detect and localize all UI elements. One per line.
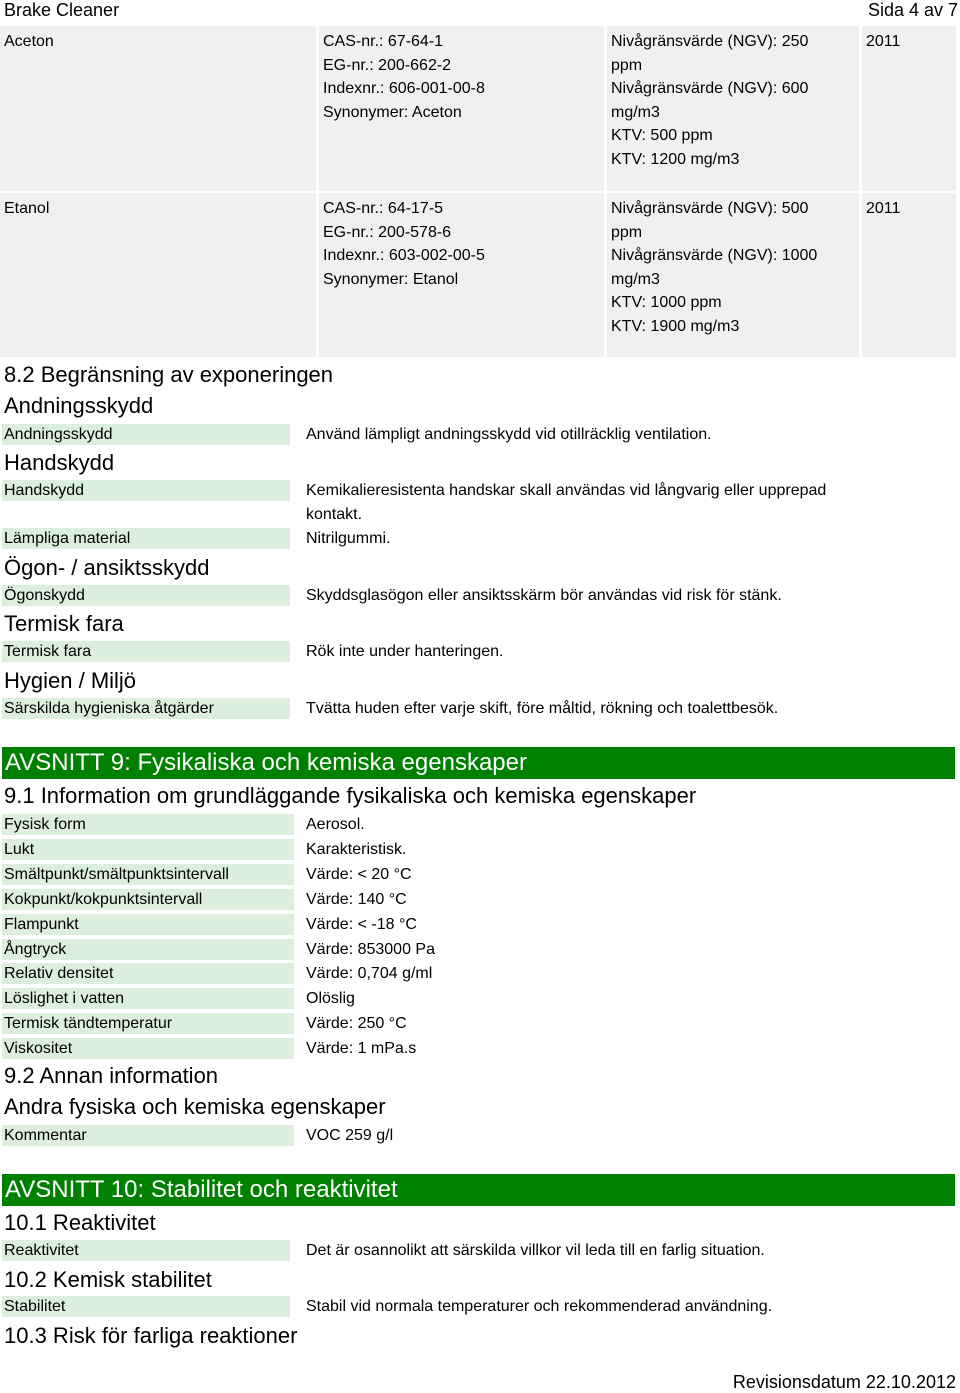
- thermal-heading: Termisk fara: [4, 611, 124, 636]
- property-value: Värde: 250 °C: [306, 1015, 407, 1032]
- limit-line: Nivågränsvärde (NGV): 600: [611, 80, 809, 97]
- property-label: Termisk tändtemperatur: [2, 1013, 294, 1034]
- comment-label: Kommentar: [2, 1125, 294, 1146]
- component-ids-cell: [319, 193, 604, 357]
- property-value: Värde: < 20 °C: [306, 866, 412, 883]
- section-10-2-title: 10.2 Kemisk stabilitet: [4, 1267, 212, 1292]
- section-9-1-title: 9.1 Information om grundläggande fysikaliska och kemiska egenskaper: [4, 783, 697, 808]
- hygiene-heading: Hygien / Miljö: [4, 668, 137, 693]
- property-label: Lukt: [2, 839, 294, 860]
- section-9-2-title: 9.2 Annan information: [4, 1063, 219, 1088]
- property-value: Värde: 853000 Pa: [306, 941, 435, 958]
- index-number: Indexnr.: 606-001-00-8: [323, 80, 485, 97]
- eg-number: EG-nr.: 200-662-2: [323, 56, 452, 74]
- hand-value-line-2: kontakt.: [306, 506, 363, 523]
- cas-number: CAS-nr.: 64-17-5: [323, 200, 444, 217]
- synonyms: Synonymer: Aceton: [323, 103, 462, 121]
- other-properties-heading: Andra fysiska och kemiska egenskaper: [4, 1094, 386, 1119]
- material-value: Nitrilgummi.: [306, 530, 391, 547]
- stability-value: Stabil vid normala temperaturer och rekommenderad användning.: [306, 1298, 773, 1315]
- property-label: Smältpunkt/smältpunktsintervall: [2, 864, 294, 885]
- property-value: Aerosol.: [306, 816, 365, 833]
- limit-line: mg/m3: [611, 270, 660, 288]
- component-year-cell: [862, 26, 956, 191]
- hygiene-label: Särskilda hygieniska åtgärder: [2, 698, 290, 719]
- eg-number: EG-nr.: 200-578-6: [323, 223, 452, 241]
- thermal-value: Rök inte under hanteringen.: [306, 643, 504, 660]
- comment-value: VOC 259 g/l: [306, 1127, 394, 1144]
- hand-label: Handskydd: [2, 480, 290, 501]
- property-value: Värde: 140 °C: [306, 891, 407, 908]
- page-number: Sida 4 av 7: [867, 0, 958, 20]
- thermal-label: Termisk fara: [2, 641, 290, 662]
- limit-line: Nivågränsvärde (NGV): 500: [611, 200, 809, 217]
- synonyms: Synonymer: Etanol: [323, 270, 459, 288]
- index-number: Indexnr.: 603-002-00-5: [323, 247, 485, 264]
- component-name-cell: [0, 26, 316, 191]
- limit-line: mg/m3: [611, 103, 660, 121]
- property-label: Fysisk form: [2, 814, 294, 835]
- section-10-bar: AVSNITT 10: Stabilitet och reaktivitet: [2, 1174, 955, 1206]
- reactivity-label: Reaktivitet: [2, 1240, 290, 1261]
- hand-heading: Handskydd: [4, 450, 115, 475]
- eye-label: Ögonskydd: [2, 585, 290, 606]
- property-value: Karakteristisk.: [306, 841, 407, 858]
- reactivity-value: Det är osannolikt att särskilda villkor vil leda till en farlig situation.: [306, 1242, 765, 1259]
- respiratory-heading: Andningsskydd: [4, 393, 154, 418]
- limit-line: KTV: 500 ppm: [611, 127, 713, 144]
- section-10-3-title: 10.3 Risk för farliga reaktioner: [4, 1323, 298, 1348]
- section-8-2-title: 8.2 Begränsning av exponeringen: [4, 362, 334, 387]
- product-name: Brake Cleaner: [4, 0, 120, 20]
- component-limits-cell: [607, 26, 859, 191]
- property-label: Relativ densitet: [2, 963, 294, 984]
- component-name-cell: [0, 193, 316, 357]
- hygiene-value: Tvätta huden efter varje skift, före måltid, rökning och toalettbesök.: [306, 700, 779, 717]
- property-label: Kokpunkt/kokpunktsintervall: [2, 889, 294, 910]
- component-name: Etanol: [4, 200, 50, 217]
- hand-value-line-1: Kemikalieresistenta handskar skall användas vid långvarig eller upprepad: [306, 482, 827, 499]
- property-value: Värde: 0,704 g/ml: [306, 965, 433, 982]
- limit-line: Nivågränsvärde (NGV): 250: [611, 33, 809, 50]
- component-name: Aceton: [4, 33, 54, 50]
- property-label: Ångtryck: [2, 939, 294, 960]
- limit-line: KTV: 1200 mg/m3: [611, 150, 740, 168]
- section-10-1-title: 10.1 Reaktivitet: [4, 1210, 156, 1235]
- property-value: Värde: 1 mPa.s: [306, 1040, 417, 1057]
- limit-line: KTV: 1000 ppm: [611, 294, 722, 311]
- cas-number: CAS-nr.: 67-64-1: [323, 33, 444, 50]
- property-value: Olöslig: [306, 990, 355, 1007]
- limit-year: 2011: [866, 200, 901, 217]
- limit-line: KTV: 1900 mg/m3: [611, 317, 740, 335]
- property-label: Viskositet: [2, 1038, 294, 1059]
- component-limits-cell: [607, 193, 859, 357]
- property-label: Löslighet i vatten: [2, 988, 294, 1009]
- respiratory-value: Använd lämpligt andningsskydd vid otillräcklig ventilation.: [306, 426, 712, 443]
- material-label: Lämpliga material: [2, 528, 290, 549]
- component-year-cell: [862, 193, 956, 357]
- respiratory-label: Andningsskydd: [2, 424, 290, 445]
- eye-heading: Ögon- / ansiktsskydd: [4, 555, 210, 580]
- stability-label: Stabilitet: [2, 1296, 290, 1317]
- limit-line: ppm: [611, 56, 643, 74]
- limit-line: ppm: [611, 223, 643, 241]
- eye-value: Skyddsglasögon eller ansiktsskärm bör användas vid risk för stänk.: [306, 587, 782, 604]
- property-value: Värde: < -18 °C: [306, 916, 417, 933]
- revision-date: Revisionsdatum 22.10.2012: [732, 1372, 956, 1392]
- limit-line: Nivågränsvärde (NGV): 1000: [611, 247, 818, 264]
- property-label: Flampunkt: [2, 914, 294, 935]
- section-9-bar: AVSNITT 9: Fysikaliska och kemiska egenskaper: [2, 747, 955, 779]
- limit-year: 2011: [866, 33, 901, 50]
- component-ids-cell: [319, 26, 604, 191]
